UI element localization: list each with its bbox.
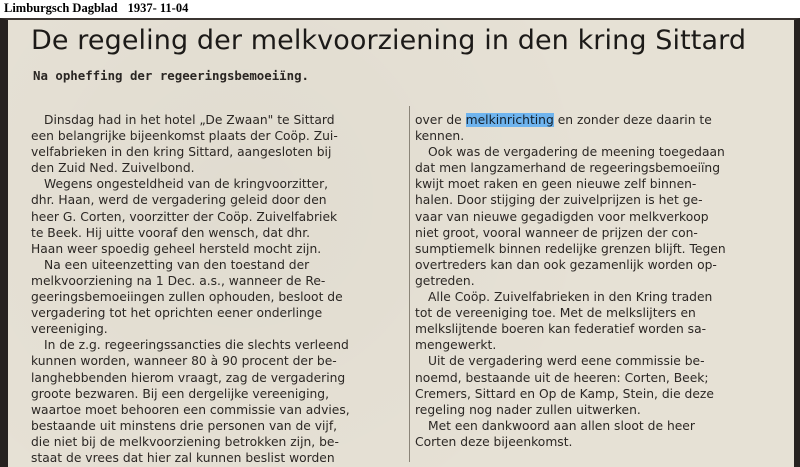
text-line: vergadering tot het oprichten eener onderlinge — [31, 306, 323, 321]
text-line: Cremers, Sittard en Op de Kamp, Stein, die deze — [415, 386, 714, 401]
text-line: vereeniging. — [31, 322, 108, 337]
text-line: dhr. Haan, werd de vergadering geleid door den — [31, 193, 327, 208]
text-line: sumptiemelk binnen redelijke grenzen blijft. Tegen — [415, 241, 726, 256]
text-line: regeling nog nader zullen uitwerken. — [415, 402, 641, 417]
text-line: Wegens ongesteldheid van de kringvoorzitter, — [44, 177, 329, 192]
text-line: halen. Door stijging der zuivelprijzen is het ge- — [415, 193, 703, 208]
text-line: langhebbenden hierom vraagt, zag de vergadering — [31, 370, 346, 385]
text-line: velfabrieken in den kring Sittard, aangesloten bij — [31, 145, 332, 160]
text-segment: over de — [415, 113, 466, 127]
newspaper-clipping — [0, 18, 800, 467]
text-line: In de z.g. regeeringssancties die slechts verleend — [44, 338, 349, 353]
text-line: staat de vrees dat hier zal kunnen beslist worden — [31, 450, 335, 465]
text-line: heer G. Corten, voorzitter der Coöp. Zuivelfabriek — [31, 209, 338, 224]
headline: De regeling der melkvoorziening in den kring Sittard — [31, 25, 747, 56]
text-line: den Zuid Ned. Zuivelbond. — [31, 161, 195, 176]
text-line: Corten deze bijeenkomst. — [415, 434, 573, 449]
text-line: Uit de vergadering werd eene commissie be- — [428, 354, 705, 369]
text-line: kwijt moet raken en geen nieuwe zelf binnen- — [415, 177, 697, 192]
article-column-left — [31, 112, 405, 466]
search-highlight: melkinrichting — [465, 113, 554, 127]
text-line: tot de vereeniging toe. Met de melkslijters en — [415, 306, 696, 321]
text-line: bestaande uit minstens drie personen van de vijf, — [31, 418, 338, 433]
text-line: vaar van nieuwe gegadigden voor melkverkoop — [415, 209, 709, 224]
text-line: waartoe moet behooren een commissie van advies, — [31, 402, 350, 417]
text-line: groote bezwaren. Bij een dergelijke vereeniging, — [31, 386, 330, 401]
text-line: mengewerkt. — [415, 338, 497, 353]
text-line: dat men langzamerhand de regeeringsbemoeiïng — [415, 161, 720, 176]
text-line: niet groot, vooral wanneer de prijzen der con- — [415, 225, 698, 240]
text-line: geeringsbemoeiingen zullen ophouden, besloot de — [31, 290, 343, 305]
text-line: Met een dankwoord aan allen sloot de heer — [428, 418, 695, 433]
subheadline: Na opheffing der regeeringsbemoeiïng. — [33, 68, 310, 83]
newspaper-name: Limburgsch Dagblad — [4, 1, 118, 15]
text-line: een belangrijke bijeenkomst plaats der Coöp. Zui- — [31, 129, 338, 144]
text-line: overtreders kan dan ook gezamenlijk worden op- — [415, 257, 717, 272]
text-line: getreden. — [415, 273, 475, 288]
text-line: Haan weer spoedig geheel hersteld mocht zijn. — [31, 241, 322, 256]
text-segment: en zonder deze daarin te — [553, 113, 712, 127]
text-line: Na een uiteenzetting van den toestand der — [44, 257, 310, 272]
text-line: noemd, bestaande uit de heeren: Corten, Beek; — [415, 370, 709, 385]
text-line: te Beek. Hij uitte vooraf den wensch, dat dhr. — [31, 225, 311, 240]
text-line: melkvoorziening na 1 Dec. a.s., wanneer de Re- — [31, 273, 326, 288]
text-line: Ook was de vergadering de meening toegedaan — [428, 145, 725, 160]
text-line: kennen. — [415, 129, 465, 144]
text-line: Dinsdag had in het hotel „De Zwaan" te Sittard — [44, 113, 335, 127]
text-line: kunnen worden, wanneer 80 à 90 procent der be- — [31, 354, 337, 369]
text-line: die niet bij de melkvoorziening betrokken zijn, be- — [31, 434, 339, 449]
source-label — [4, 1, 188, 16]
text-line: Alle Coöp. Zuivelfabrieken in den Kring traden — [428, 290, 713, 305]
article-column-right — [415, 112, 793, 450]
text-line: melkslijtende boeren kan federatief worden sa- — [415, 322, 707, 337]
text-line — [415, 112, 793, 128]
column-divider — [409, 106, 410, 462]
publication-date: 1937- 11-04 — [127, 1, 189, 15]
